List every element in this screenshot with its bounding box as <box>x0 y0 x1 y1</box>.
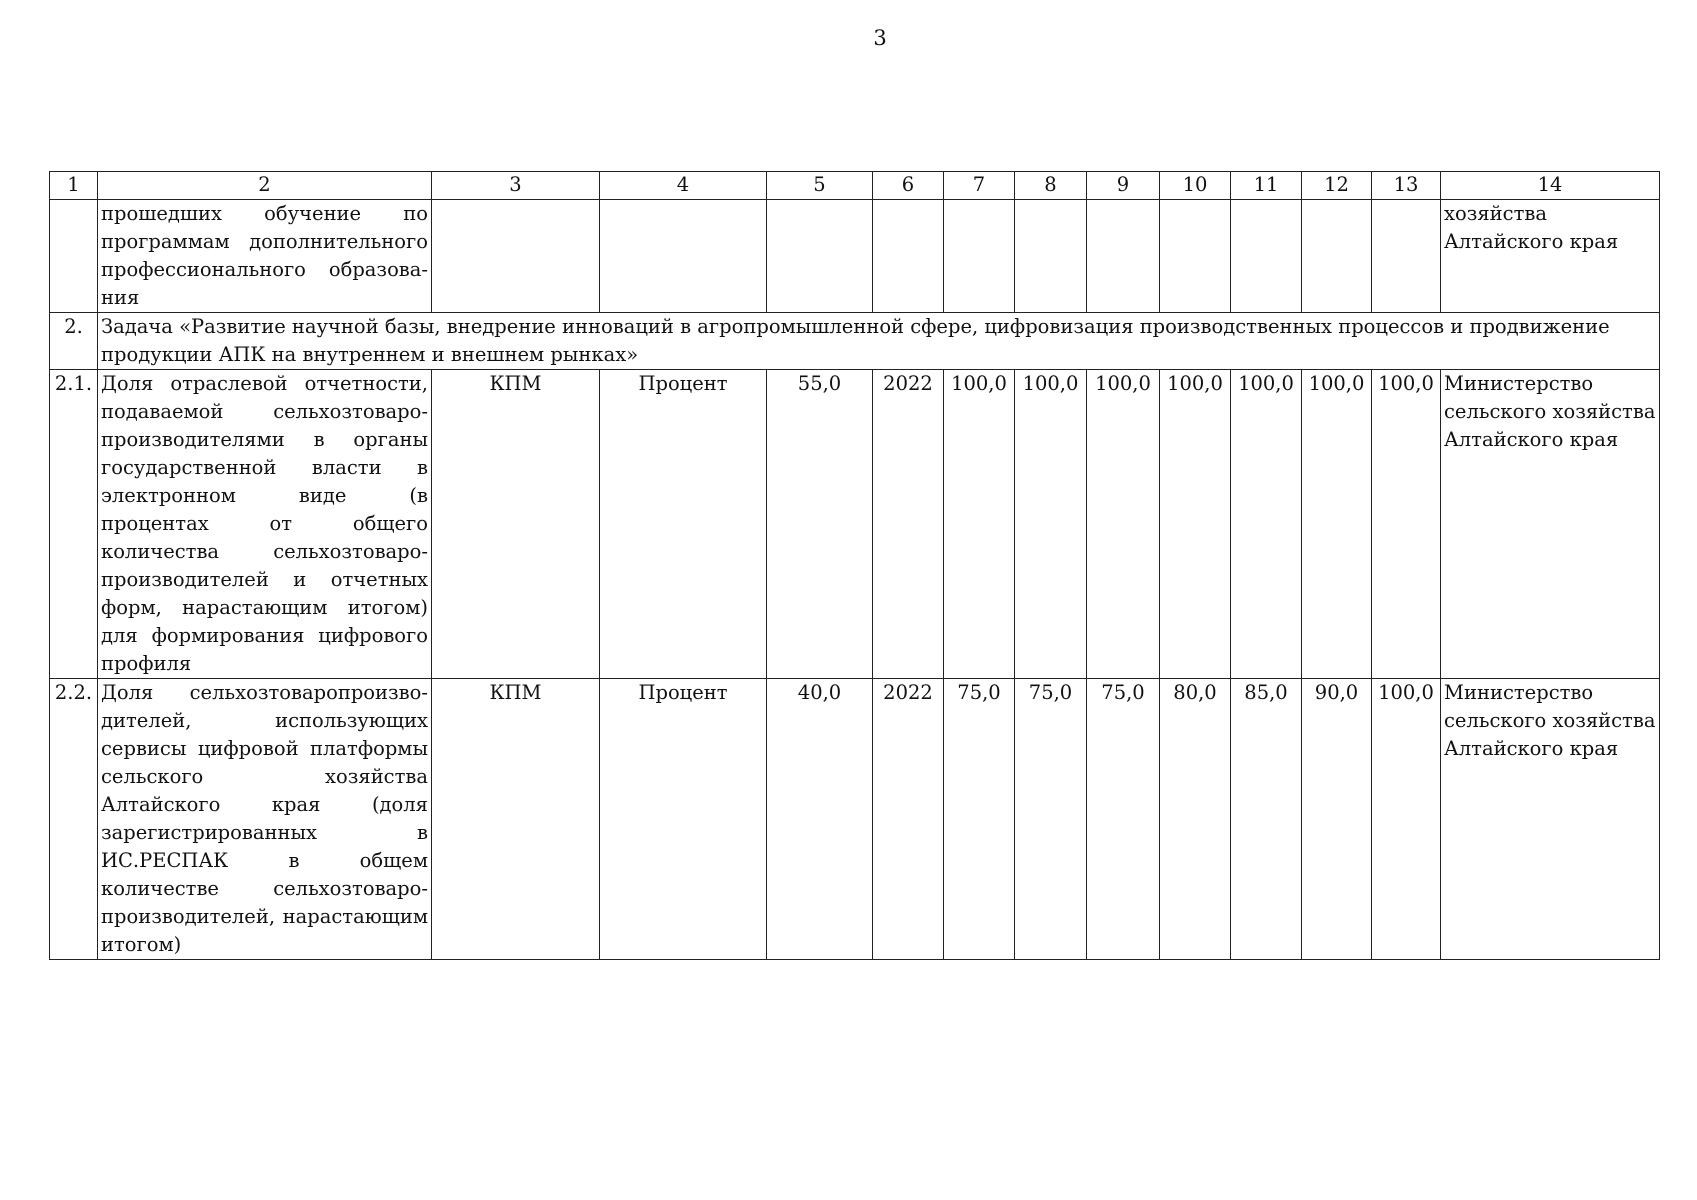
task-number: 2. <box>50 313 98 370</box>
year-value: 100,0 <box>944 370 1015 679</box>
header-cell: 3 <box>432 172 600 200</box>
base-year: 2022 <box>873 370 944 679</box>
responsible-cell: Министерство сельского хозяйства Алтайского края <box>1441 370 1660 679</box>
responsible-cell: хозяйства Алтайского края <box>1441 200 1660 313</box>
header-row <box>50 172 1660 200</box>
empty-cell <box>944 200 1015 313</box>
unit-of-measure: Процент <box>600 370 767 679</box>
year-value: 100,0 <box>1302 370 1372 679</box>
indicators-table <box>49 171 1660 960</box>
empty-cell <box>1302 200 1372 313</box>
empty-cell <box>1087 200 1160 313</box>
header-cell: 2 <box>98 172 432 200</box>
task-title: Задача «Развитие научной базы, внедрение инноваций в агропромышленной сфере, цифровизация производственных процессов и продвижение продукции АПК на внутреннем и внешнем рынках» <box>98 313 1660 370</box>
empty-cell <box>1231 200 1302 313</box>
base-value: 55,0 <box>767 370 873 679</box>
empty-cell <box>1372 200 1441 313</box>
header-cell: 9 <box>1087 172 1160 200</box>
indicator-description: Доля сельхозтоваропроизво-дителей, использующих сервисы цифровой платформы сельского хозяйства Алтайского края (доля зарегистрированных в ИС.РЕСПАК в общем количестве сельхозтоваро-производителей, нарастающим итогом) <box>98 679 432 960</box>
year-value: 80,0 <box>1160 679 1231 960</box>
header-cell: 12 <box>1302 172 1372 200</box>
empty-cell <box>767 200 873 313</box>
header-cell: 4 <box>600 172 767 200</box>
empty-cell <box>600 200 767 313</box>
year-value: 100,0 <box>1231 370 1302 679</box>
year-value: 100,0 <box>1160 370 1231 679</box>
task-row <box>50 313 1660 370</box>
year-value: 100,0 <box>1372 370 1441 679</box>
year-value: 75,0 <box>944 679 1015 960</box>
empty-cell <box>1160 200 1231 313</box>
unit-of-measure: Процент <box>600 679 767 960</box>
header-cell: 5 <box>767 172 873 200</box>
header-cell: 14 <box>1441 172 1660 200</box>
row-number: 2.2. <box>50 679 98 960</box>
year-value: 100,0 <box>1015 370 1087 679</box>
year-value: 100,0 <box>1087 370 1160 679</box>
table-row <box>50 679 1660 960</box>
page-number: 3 <box>873 26 887 50</box>
header-cell: 11 <box>1231 172 1302 200</box>
year-value: 90,0 <box>1302 679 1372 960</box>
responsible-cell: Министерство сельского хозяйства Алтайского края <box>1441 679 1660 960</box>
empty-cell <box>1015 200 1087 313</box>
header-cell: 10 <box>1160 172 1231 200</box>
header-cell: 1 <box>50 172 98 200</box>
year-value: 100,0 <box>1372 679 1441 960</box>
indicator-description: прошедших обучение по программам дополнительного профессионального образова-ния <box>98 200 432 313</box>
continuation-row <box>50 200 1660 313</box>
indicator-type: КПМ <box>432 679 600 960</box>
indicator-description: Доля отраслевой отчетности, подаваемой сельхозтоваро-производителями в органы государственной власти в электронном виде (в процентах от общего количества сельхозтоваро-производителей и отчетных форм, нарастающим итогом) для формирования цифрового профиля <box>98 370 432 679</box>
year-value: 75,0 <box>1087 679 1160 960</box>
header-cell: 8 <box>1015 172 1087 200</box>
indicator-type: КПМ <box>432 370 600 679</box>
empty-cell <box>873 200 944 313</box>
base-value: 40,0 <box>767 679 873 960</box>
row-number: 2.1. <box>50 370 98 679</box>
row-number-cell <box>50 200 98 313</box>
empty-cell <box>432 200 600 313</box>
year-value: 85,0 <box>1231 679 1302 960</box>
header-cell: 6 <box>873 172 944 200</box>
table-row <box>50 370 1660 679</box>
year-value: 75,0 <box>1015 679 1087 960</box>
header-cell: 13 <box>1372 172 1441 200</box>
base-year: 2022 <box>873 679 944 960</box>
header-cell: 7 <box>944 172 1015 200</box>
